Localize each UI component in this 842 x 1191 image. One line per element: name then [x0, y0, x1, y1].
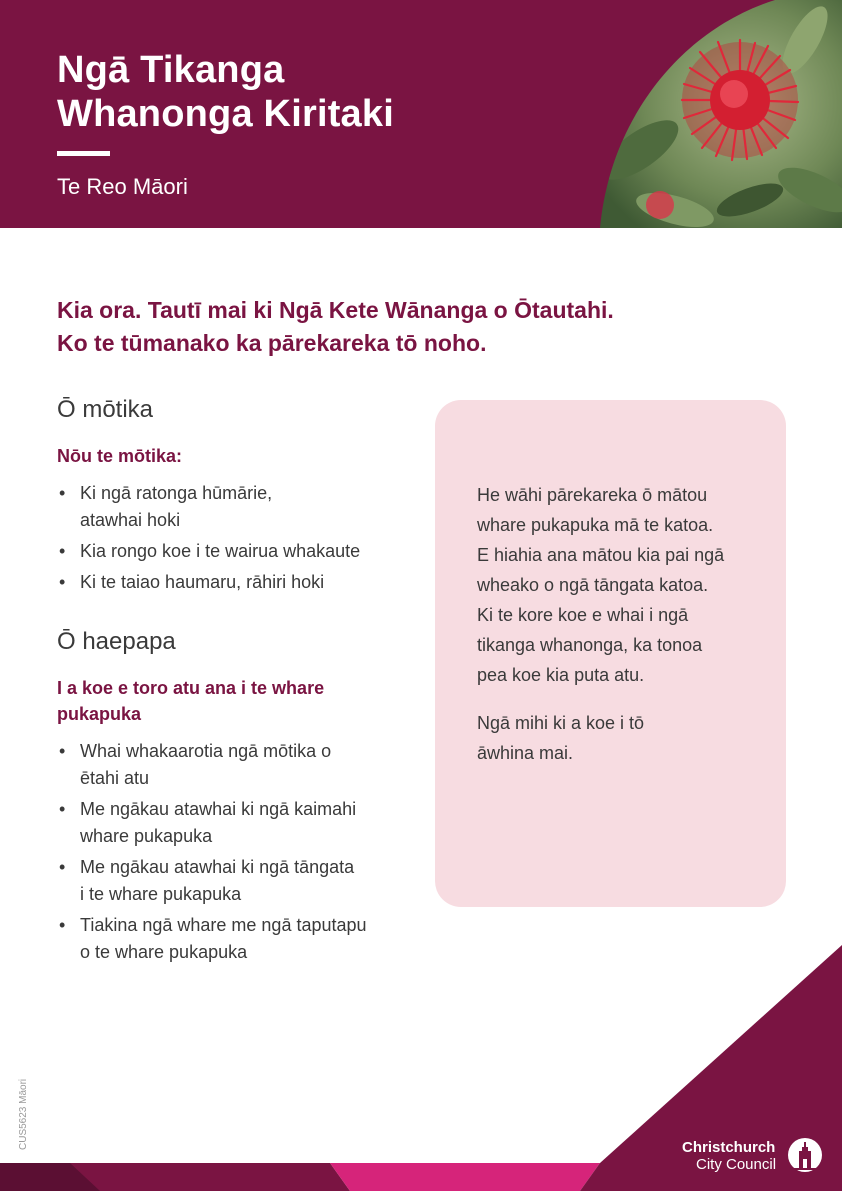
info-panel — [435, 400, 786, 907]
list-item: • Tiakina ngā whare me ngā taputapu o te whare pukapuka — [57, 912, 417, 966]
list-item: • Ki te taiao haumaru, rāhiri hoki — [57, 569, 417, 596]
christchurch-cathedral-logo-icon — [787, 1137, 823, 1173]
logo-line-2: City Council — [696, 1156, 777, 1173]
intro-line-1: Kia ora. Tautī mai ki Ngā Kete Wānanga o Ōtautahi. — [57, 297, 614, 323]
responsibilities-subheading: I a koe e toro atu ana i te whare pukapuka — [57, 678, 325, 724]
panel-body-text: He wāhi pārekareka ō mātou whare pukapuka mā te katoa. E hiahia ana mātou kia pai ngā wheako o ngā tāngata katoa. Ki te kore koe e whai i ngā tikanga whanonga, ka tonoa pea koe kia puta atu. — [477, 485, 725, 685]
intro-line-2: Ko te tūmanako ka pārekareka tō noho. — [57, 330, 487, 356]
logo-line-1: Christchurch — [682, 1139, 776, 1156]
list-item: • Me ngākau atawhai ki ngā tāngata i te whare pukapuka — [57, 854, 417, 908]
pohutukawa-flower-photo — [600, 0, 842, 228]
list-item: • Me ngākau atawhai ki ngā kaimahi whare pukapuka — [57, 796, 417, 850]
rights-subheading: Nōu te mōtika: — [57, 446, 183, 466]
list-item: • Whai whakaarotia ngā mōtika o ētahi atu — [57, 738, 417, 792]
responsibilities-list — [57, 738, 417, 966]
title-divider — [57, 151, 110, 156]
panel-thanks-text: Ngā mihi ki a koe i tō āwhina mai. — [477, 713, 645, 763]
title-line-2: Whanonga Kiritaki — [57, 93, 394, 135]
list-item: • Ki ngā ratonga hūmārie, atawhai hoki — [57, 480, 417, 534]
title-line-1: Ngā Tikanga — [57, 49, 285, 91]
responsibilities-heading: Ō haepapa — [57, 628, 176, 655]
page-title — [57, 48, 394, 136]
rights-heading: Ō mōtika — [57, 396, 154, 423]
left-column — [57, 394, 417, 970]
document-code: CUS5623 Māori — [18, 1078, 29, 1150]
list-item: • Kia rongo koe i te wairua whakaute — [57, 538, 417, 565]
welcome-intro — [57, 294, 757, 360]
rights-list — [57, 480, 417, 596]
header-banner — [0, 0, 842, 228]
council-logo — [668, 1137, 828, 1177]
language-subtitle: Te Reo Māori — [57, 174, 188, 199]
